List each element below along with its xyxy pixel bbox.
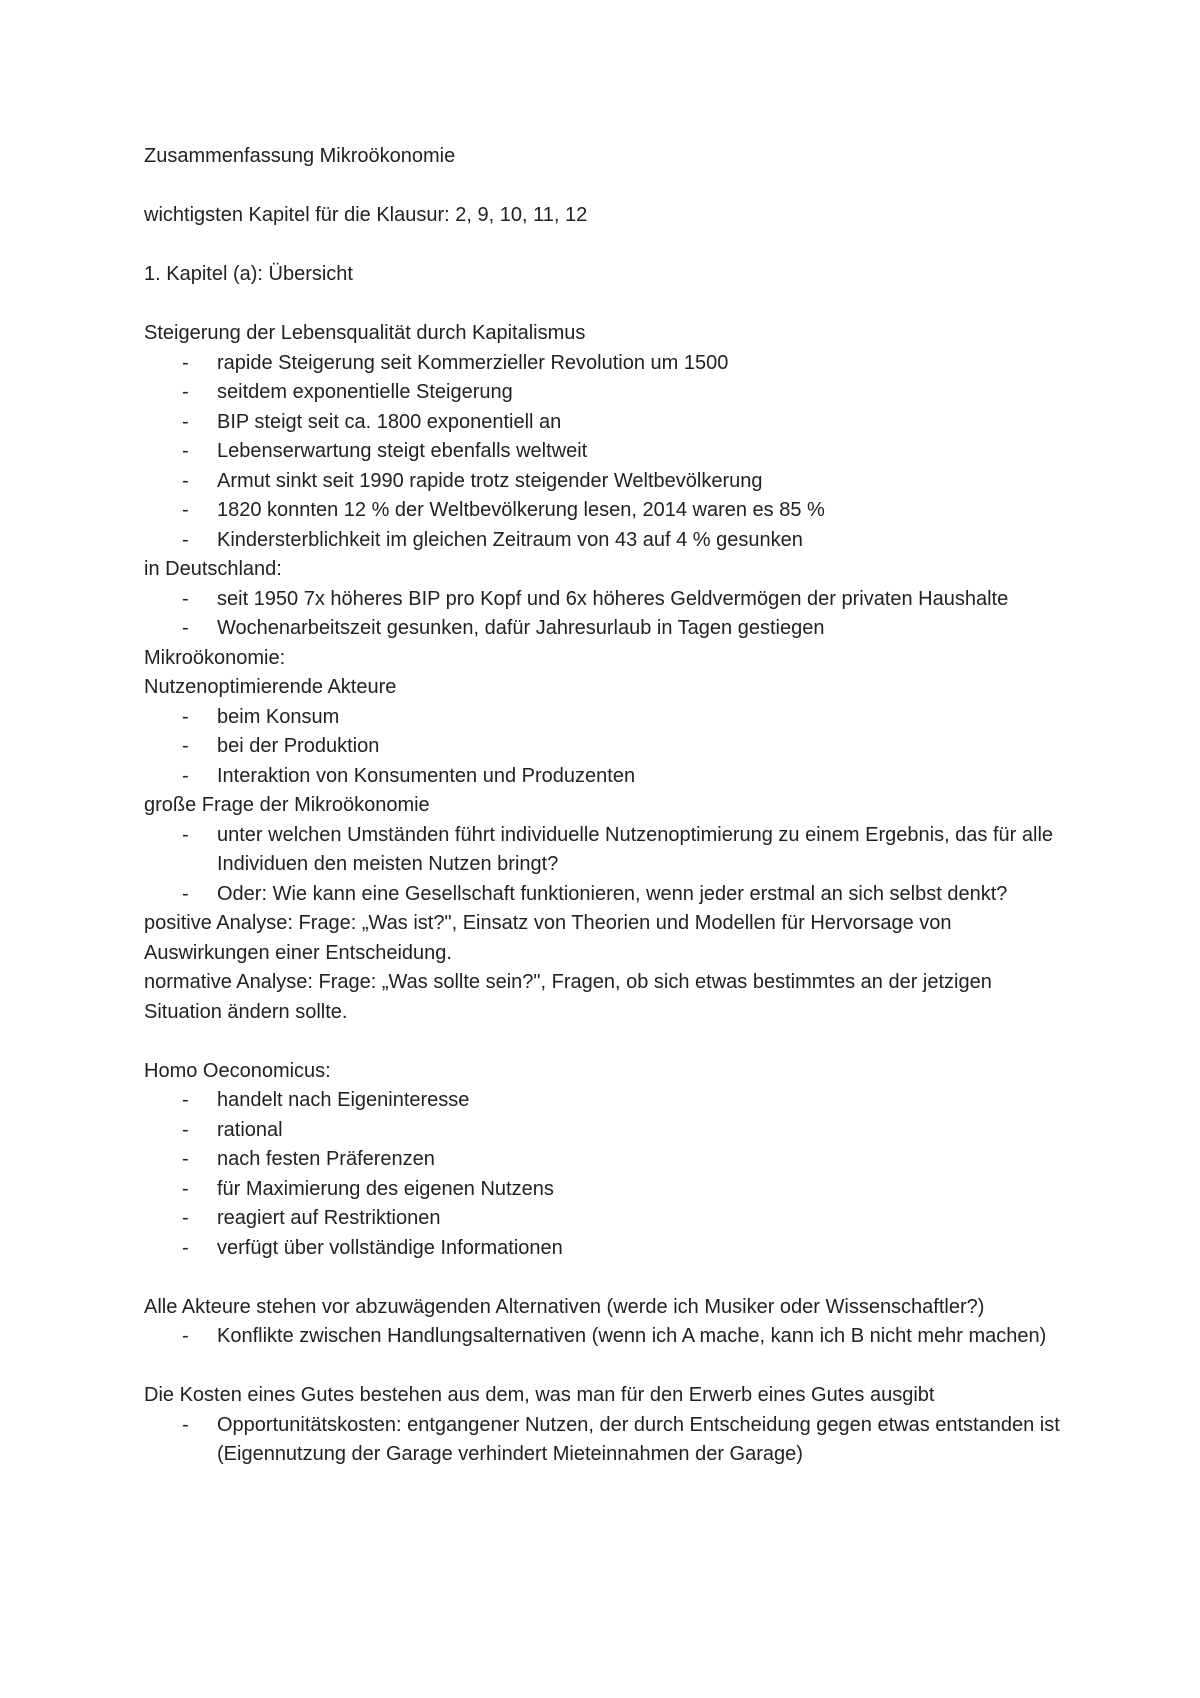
list-item [144,467,1064,497]
list-item-text: handelt nach Eigeninteresse [217,1089,470,1111]
list-item [144,349,1064,379]
list-item [144,880,1064,910]
spacer [144,1352,1064,1382]
spacer [144,1027,1064,1057]
homo-list [144,1086,1064,1263]
list-item-text: Kindersterblichkeit im gleichen Zeitraum von 43 auf 4 % gesunken [217,528,803,551]
actors-heading: Nutzenoptimierende Akteure [144,676,397,698]
spacer [144,1263,1064,1293]
document-title: Zusammenfassung Mikroökonomie [144,145,456,167]
list-item [144,1086,1064,1116]
list-item [144,614,1064,644]
big-question-list [144,821,1064,910]
list-item-text: seit 1950 7x höheres BIP pro Kopf und 6x höheres Geldvermögen der privaten Haushalte [217,587,1009,610]
dash-bullet: - [182,1148,189,1170]
list-item-text: Opportunitätskosten: entgangener Nutzen, der durch Entscheidung gegen etwas entstanden ist (Eigennutzung der Garage verhindert Mieteinnahmen der Garage) [217,1413,1060,1465]
dash-bullet: - [182,587,189,610]
list-item [144,821,1064,880]
dash-bullet: - [182,705,189,728]
dash-bullet: - [182,823,189,846]
actors-list [144,703,1064,792]
list-item [144,1234,1064,1264]
list-item-text: verfügt über vollständige Informationen [217,1236,563,1259]
list-item [144,1175,1064,1205]
costs-list [144,1411,1064,1470]
spacer [144,231,1064,261]
list-item-text: unter welchen Umständen führt individuelle Nutzenoptimierung zu einem Ergebnis, das für alle Individuen den meisten Nutzen bringt? [217,823,1054,875]
list-item [144,408,1064,438]
document-page [144,142,1064,1470]
germany-list [144,585,1064,644]
list-item-text: reagiert auf Restriktionen [217,1207,441,1229]
list-item-text: Konflikte zwischen Handlungsalternativen (wenn ich A mache, kann ich B nicht mehr machen) [217,1325,1047,1347]
dash-bullet: - [182,469,189,492]
list-item [144,437,1064,467]
chapter-heading: 1. Kapitel (a): Übersicht [144,263,353,285]
important-chapters-line: wichtigsten Kapitel für die Klausur: 2, 9, 10, 11, 12 [144,204,588,226]
dash-bullet: - [182,440,189,462]
list-item [144,526,1064,556]
list-item-text: Lebenserwartung steigt ebenfalls weltweit [217,440,588,462]
list-item [144,1204,1064,1234]
homo-heading: Homo Oeconomicus: [144,1059,331,1082]
dash-bullet: - [182,351,189,374]
list-item-text: BIP steigt seit ca. 1800 exponentiell an [217,410,562,433]
dash-bullet: - [182,1118,189,1141]
list-item [144,1322,1064,1352]
capitalism-heading: Steigerung der Lebensqualität durch Kapitalismus [144,322,586,344]
list-item [144,732,1064,762]
list-item-text: rapide Steigerung seit Kommerzieller Revolution um 1500 [217,351,729,374]
list-item [144,762,1064,792]
list-item-text: Wochenarbeitszeit gesunken, dafür Jahresurlaub in Tagen gestiegen [217,617,825,639]
big-question-heading: große Frage der Mikroökonomie [144,794,430,816]
capitalism-list [144,349,1064,556]
list-item-text: beim Konsum [217,705,340,728]
dash-bullet: - [182,381,189,403]
list-item [144,496,1064,526]
micro-heading: Mikroökonomie: [144,646,286,669]
list-item [144,1411,1064,1470]
dash-bullet: - [182,410,189,433]
dash-bullet: - [182,499,189,521]
list-item-text: 1820 konnten 12 % der Weltbevölkerung lesen, 2014 waren es 85 % [217,499,825,521]
costs-heading: Die Kosten eines Gutes bestehen aus dem, was man für den Erwerb eines Gutes ausgibt [144,1384,935,1406]
dash-bullet: - [182,1177,189,1200]
list-item [144,1116,1064,1146]
dash-bullet: - [182,528,189,551]
alternatives-heading: Alle Akteure stehen vor abzuwägenden Alternativen (werde ich Musiker oder Wissenschaftler?) [144,1295,985,1318]
list-item-text: bei der Produktion [217,735,380,757]
list-item-text: Interaktion von Konsumenten und Produzenten [217,764,636,787]
list-item-text: rational [217,1118,283,1141]
list-item [144,703,1064,733]
list-item-text: Armut sinkt seit 1990 rapide trotz steigender Weltbevölkerung [217,469,763,492]
list-item [144,378,1064,408]
dash-bullet: - [182,617,189,639]
list-item-text: nach festen Präferenzen [217,1148,435,1170]
list-item-text: Oder: Wie kann eine Gesellschaft funktionieren, wenn jeder erstmal an sich selbst denkt? [217,882,1008,905]
dash-bullet: - [182,735,189,757]
dash-bullet: - [182,1207,189,1229]
dash-bullet: - [182,1089,189,1111]
spacer [144,172,1064,202]
dash-bullet: - [182,1236,189,1259]
spacer [144,290,1064,320]
dash-bullet: - [182,1413,189,1436]
dash-bullet: - [182,1325,189,1347]
normative-analysis-paragraph: normative Analyse: Frage: „Was sollte sein?", Fragen, ob sich etwas bestimmtes an der jetzigen Situation ändern sollte. [144,971,992,1023]
positive-analysis-paragraph: positive Analyse: Frage: „Was ist?", Einsatz von Theorien und Modellen für Hervorsage von Auswirkungen einer Entscheidung. [144,912,952,964]
list-item-text: für Maximierung des eigenen Nutzens [217,1177,554,1200]
alternatives-list [144,1322,1064,1352]
list-item-text: seitdem exponentielle Steigerung [217,381,513,403]
dash-bullet: - [182,764,189,787]
list-item [144,1145,1064,1175]
germany-heading: in Deutschland: [144,558,282,580]
list-item [144,585,1064,615]
dash-bullet: - [182,882,189,905]
